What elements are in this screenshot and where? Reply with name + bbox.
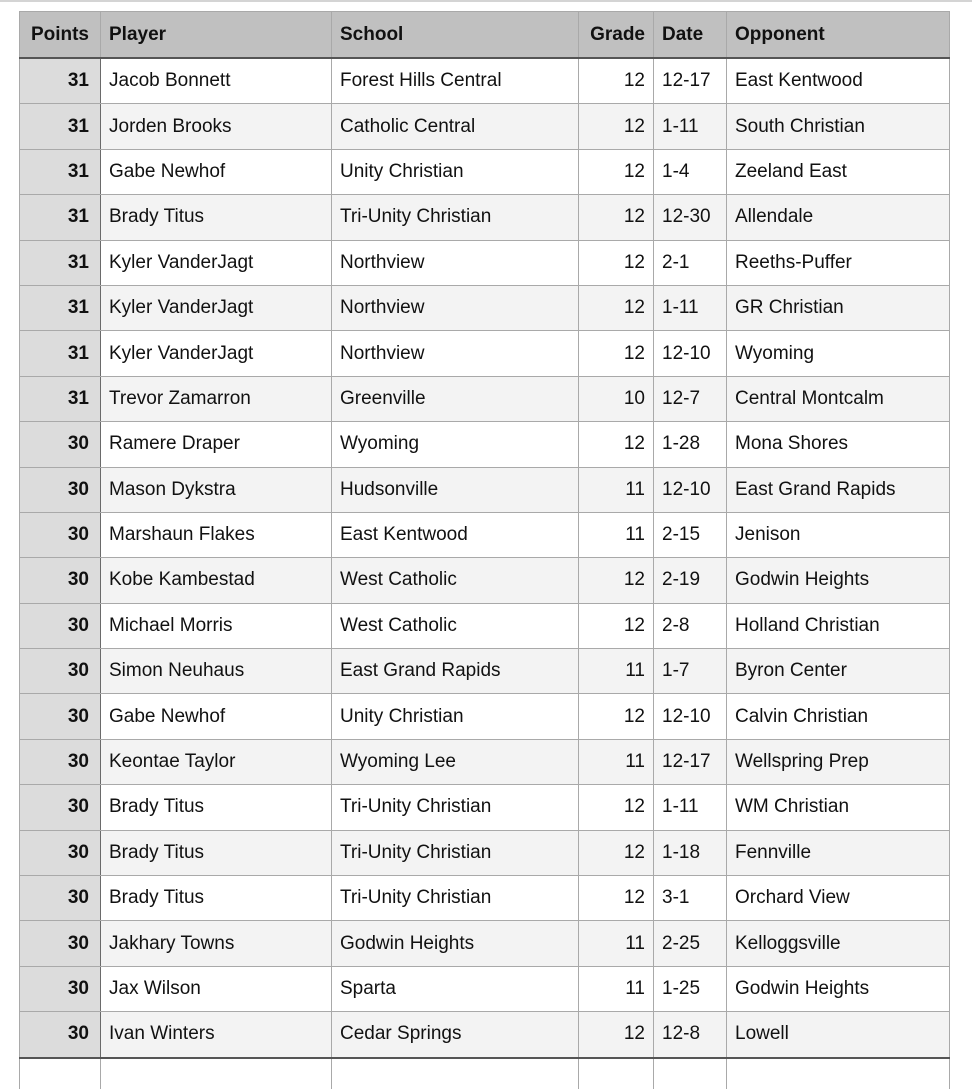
cell-date[interactable]: 1-28	[654, 422, 727, 467]
table-row	[20, 785, 950, 830]
cell-points[interactable]: 31	[20, 149, 101, 194]
column-header-points[interactable]: Points	[20, 12, 101, 59]
cell-date[interactable]: 2-8	[654, 603, 727, 648]
cell-grade[interactable]: 12	[579, 694, 654, 739]
cell-school[interactable]: Cedar Springs	[332, 1012, 579, 1058]
cell-points[interactable]: 30	[20, 1012, 101, 1058]
cell-opponent[interactable]: Byron Center	[727, 649, 950, 694]
cell-grade[interactable]: 12	[579, 240, 654, 285]
empty-row	[20, 1058, 950, 1089]
cell-date[interactable]: 12-10	[654, 331, 727, 376]
cell-player[interactable]: Jorden Brooks	[101, 104, 332, 149]
table-row	[20, 285, 950, 330]
cell-points[interactable]: 31	[20, 195, 101, 240]
cell-grade[interactable]: 12	[579, 1012, 654, 1058]
cell-player[interactable]: Marshaun Flakes	[101, 512, 332, 557]
cell-school[interactable]: Wyoming	[332, 422, 579, 467]
cell-grade[interactable]: 12	[579, 558, 654, 603]
cell-date[interactable]: 12-10	[654, 694, 727, 739]
cell-grade[interactable]: 12	[579, 58, 654, 104]
cell-opponent[interactable]: Godwin Heights	[727, 966, 950, 1011]
spreadsheet	[19, 11, 950, 1089]
column-header-date[interactable]: Date	[654, 12, 727, 59]
cell-date[interactable]: 1-11	[654, 104, 727, 149]
cell-opponent[interactable]: Holland Christian	[727, 603, 950, 648]
cell-date[interactable]: 3-1	[654, 876, 727, 921]
empty-cell[interactable]	[332, 1058, 579, 1089]
cell-school[interactable]: Northview	[332, 285, 579, 330]
cell-grade[interactable]: 12	[579, 785, 654, 830]
cell-grade[interactable]: 11	[579, 739, 654, 784]
cell-points[interactable]: 30	[20, 966, 101, 1011]
cell-date[interactable]: 12-10	[654, 467, 727, 512]
cell-grade[interactable]: 11	[579, 467, 654, 512]
cell-opponent[interactable]: Jenison	[727, 512, 950, 557]
table-row	[20, 876, 950, 921]
cell-school[interactable]: Forest Hills Central	[332, 58, 579, 104]
table-row	[20, 149, 950, 194]
cell-opponent[interactable]: Fennville	[727, 830, 950, 875]
table-row	[20, 966, 950, 1011]
cell-opponent[interactable]: Wellspring Prep	[727, 739, 950, 784]
cell-grade[interactable]: 12	[579, 603, 654, 648]
cell-school[interactable]: Unity Christian	[332, 149, 579, 194]
cell-date[interactable]: 1-11	[654, 785, 727, 830]
table-row	[20, 694, 950, 739]
cell-grade[interactable]: 12	[579, 104, 654, 149]
table-row	[20, 739, 950, 784]
cell-grade[interactable]: 12	[579, 331, 654, 376]
cell-date[interactable]: 1-25	[654, 966, 727, 1011]
column-header-player[interactable]: Player	[101, 12, 332, 59]
cell-points[interactable]: 30	[20, 739, 101, 784]
cell-points[interactable]: 30	[20, 921, 101, 966]
table-row	[20, 376, 950, 421]
top-divider	[0, 0, 972, 2]
cell-school[interactable]: Northview	[332, 240, 579, 285]
cell-player[interactable]: Brady Titus	[101, 876, 332, 921]
table-row	[20, 921, 950, 966]
cell-player[interactable]: Kyler VanderJagt	[101, 285, 332, 330]
cell-date[interactable]: 2-25	[654, 921, 727, 966]
cell-opponent[interactable]: Mona Shores	[727, 422, 950, 467]
cell-school[interactable]: Hudsonville	[332, 467, 579, 512]
cell-date[interactable]: 2-1	[654, 240, 727, 285]
cell-grade[interactable]: 12	[579, 149, 654, 194]
cell-school[interactable]: Greenville	[332, 376, 579, 421]
cell-grade[interactable]: 11	[579, 921, 654, 966]
cell-player[interactable]: Jacob Bonnett	[101, 58, 332, 104]
table-row	[20, 649, 950, 694]
cell-school[interactable]: Unity Christian	[332, 694, 579, 739]
cell-player[interactable]: Gabe Newhof	[101, 149, 332, 194]
table-row	[20, 603, 950, 648]
cell-player[interactable]: Simon Neuhaus	[101, 649, 332, 694]
cell-points[interactable]: 31	[20, 285, 101, 330]
cell-date[interactable]: 1-7	[654, 649, 727, 694]
table-row	[20, 467, 950, 512]
cell-school[interactable]: Northview	[332, 331, 579, 376]
cell-points[interactable]: 30	[20, 785, 101, 830]
cell-opponent[interactable]: East Kentwood	[727, 58, 950, 104]
cell-opponent[interactable]: GR Christian	[727, 285, 950, 330]
cell-points[interactable]: 31	[20, 104, 101, 149]
cell-school[interactable]: Godwin Heights	[332, 921, 579, 966]
cell-grade[interactable]: 12	[579, 830, 654, 875]
cell-points[interactable]: 30	[20, 830, 101, 875]
table-row	[20, 558, 950, 603]
cell-player[interactable]: Jakhary Towns	[101, 921, 332, 966]
empty-cell[interactable]	[101, 1058, 332, 1089]
cell-school[interactable]: East Grand Rapids	[332, 649, 579, 694]
cell-opponent[interactable]: Kelloggsville	[727, 921, 950, 966]
table-row	[20, 331, 950, 376]
cell-player[interactable]: Ramere Draper	[101, 422, 332, 467]
cell-player[interactable]: Keontae Taylor	[101, 739, 332, 784]
empty-cell[interactable]	[579, 1058, 654, 1089]
cell-school[interactable]: Tri-Unity Christian	[332, 830, 579, 875]
cell-date[interactable]: 1-4	[654, 149, 727, 194]
cell-grade[interactable]: 12	[579, 285, 654, 330]
cell-opponent[interactable]: Lowell	[727, 1012, 950, 1058]
column-header-opponent[interactable]: Opponent	[727, 12, 950, 59]
cell-player[interactable]: Brady Titus	[101, 195, 332, 240]
cell-points[interactable]: 30	[20, 558, 101, 603]
cell-grade[interactable]: 12	[579, 195, 654, 240]
cell-date[interactable]: 12-8	[654, 1012, 727, 1058]
cell-points[interactable]: 30	[20, 876, 101, 921]
cell-school[interactable]: East Kentwood	[332, 512, 579, 557]
cell-player[interactable]: Kobe Kambestad	[101, 558, 332, 603]
cell-player[interactable]: Jax Wilson	[101, 966, 332, 1011]
scoring-table	[19, 11, 950, 1089]
cell-date[interactable]: 12-17	[654, 58, 727, 104]
column-header-school[interactable]: School	[332, 12, 579, 59]
cell-points[interactable]: 31	[20, 240, 101, 285]
cell-opponent[interactable]: Godwin Heights	[727, 558, 950, 603]
table-row	[20, 104, 950, 149]
cell-opponent[interactable]: WM Christian	[727, 785, 950, 830]
cell-date[interactable]: 1-11	[654, 285, 727, 330]
cell-opponent[interactable]: Reeths-Puffer	[727, 240, 950, 285]
table-row	[20, 512, 950, 557]
cell-opponent[interactable]: Calvin Christian	[727, 694, 950, 739]
cell-points[interactable]: 30	[20, 422, 101, 467]
empty-cell[interactable]	[20, 1058, 101, 1089]
cell-points[interactable]: 30	[20, 603, 101, 648]
cell-opponent[interactable]: Orchard View	[727, 876, 950, 921]
cell-points[interactable]: 30	[20, 512, 101, 557]
cell-points[interactable]: 31	[20, 376, 101, 421]
cell-opponent[interactable]: Zeeland East	[727, 149, 950, 194]
cell-grade[interactable]: 11	[579, 512, 654, 557]
column-header-grade[interactable]: Grade	[579, 12, 654, 59]
table-row	[20, 830, 950, 875]
cell-date[interactable]: 2-15	[654, 512, 727, 557]
cell-points[interactable]: 31	[20, 331, 101, 376]
cell-school[interactable]: Catholic Central	[332, 104, 579, 149]
cell-player[interactable]: Brady Titus	[101, 785, 332, 830]
cell-player[interactable]: Brady Titus	[101, 830, 332, 875]
cell-grade[interactable]: 11	[579, 649, 654, 694]
cell-opponent[interactable]: Allendale	[727, 195, 950, 240]
cell-points[interactable]: 31	[20, 58, 101, 104]
cell-opponent[interactable]: South Christian	[727, 104, 950, 149]
header-row	[20, 12, 950, 59]
cell-date[interactable]: 12-30	[654, 195, 727, 240]
empty-cell[interactable]	[727, 1058, 950, 1089]
cell-opponent[interactable]: Central Montcalm	[727, 376, 950, 421]
table-row	[20, 240, 950, 285]
cell-school[interactable]: West Catholic	[332, 603, 579, 648]
table-row	[20, 422, 950, 467]
cell-player[interactable]: Trevor Zamarron	[101, 376, 332, 421]
cell-points[interactable]: 30	[20, 467, 101, 512]
cell-grade[interactable]: 10	[579, 376, 654, 421]
table-row	[20, 195, 950, 240]
cell-grade[interactable]: 12	[579, 876, 654, 921]
cell-grade[interactable]: 11	[579, 966, 654, 1011]
cell-school[interactable]: Tri-Unity Christian	[332, 785, 579, 830]
empty-cell[interactable]	[654, 1058, 727, 1089]
cell-school[interactable]: Wyoming Lee	[332, 739, 579, 784]
cell-school[interactable]: Sparta	[332, 966, 579, 1011]
cell-opponent[interactable]: East Grand Rapids	[727, 467, 950, 512]
cell-school[interactable]: Tri-Unity Christian	[332, 876, 579, 921]
cell-date[interactable]: 12-17	[654, 739, 727, 784]
cell-school[interactable]: Tri-Unity Christian	[332, 195, 579, 240]
cell-date[interactable]: 12-7	[654, 376, 727, 421]
cell-points[interactable]: 30	[20, 649, 101, 694]
cell-grade[interactable]: 12	[579, 422, 654, 467]
cell-points[interactable]: 30	[20, 694, 101, 739]
cell-school[interactable]: West Catholic	[332, 558, 579, 603]
cell-player[interactable]: Gabe Newhof	[101, 694, 332, 739]
table-row	[20, 58, 950, 104]
cell-player[interactable]: Mason Dykstra	[101, 467, 332, 512]
cell-player[interactable]: Michael Morris	[101, 603, 332, 648]
cell-opponent[interactable]: Wyoming	[727, 331, 950, 376]
cell-date[interactable]: 1-18	[654, 830, 727, 875]
cell-player[interactable]: Ivan Winters	[101, 1012, 332, 1058]
cell-date[interactable]: 2-19	[654, 558, 727, 603]
table-row	[20, 1012, 950, 1058]
cell-player[interactable]: Kyler VanderJagt	[101, 331, 332, 376]
cell-player[interactable]: Kyler VanderJagt	[101, 240, 332, 285]
